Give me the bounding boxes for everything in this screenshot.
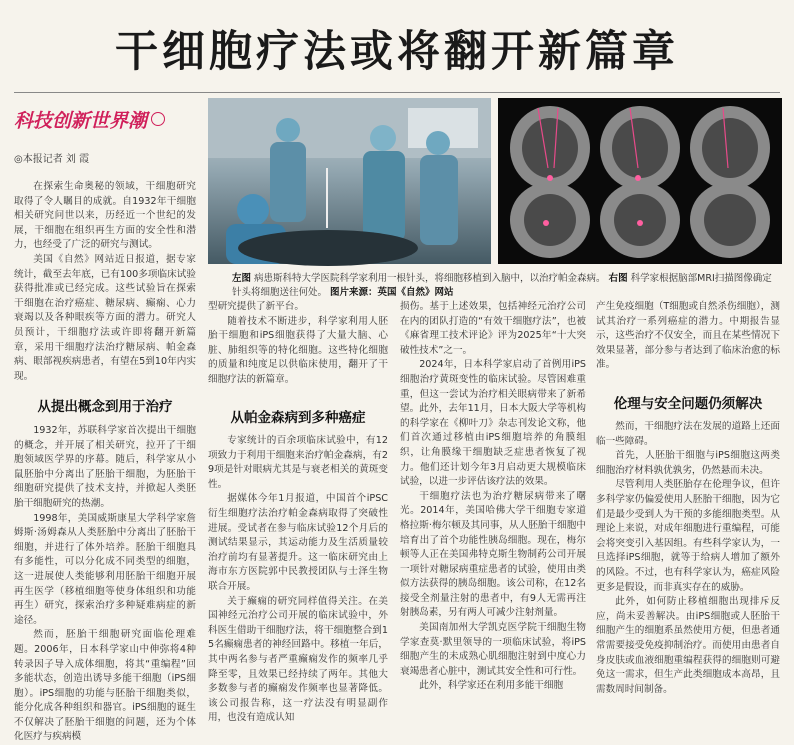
column-label <box>14 102 194 136</box>
subhead-diseases: 从帕金森病到多种癌症 <box>230 410 366 426</box>
caption-left-text: 病患斯科特大学医院科学家利用一根针头，将细胞移植到入脑中，以治疗帕金森病。 <box>254 273 606 284</box>
paragraph: 2024年，日本科学家启动了首例用iPS细胞治疗黄斑变性的临床试验。尽管困难重重，但这一尝试为治疗相关眼病带来了新希望。此外，去年11月，日本大阪大学等机构的科学家在《柳叶刀》杂志刊发论文称，他们首次通过移植由iPS细胞培养的角膜组织，让角膜缘干细胞缺乏症患者恢复了视力。他们还计划今年3月启动更大规模临床试验，以进一步评估该疗法的效果。 <box>400 359 586 488</box>
column-3 <box>400 300 586 742</box>
paragraph: 此外，如何防止移植细胞出现排斥反应，尚未妥善解决。由iPS细胞或人胚胎干细胞产生的细胞系虽然使用方便，但患者通常需要接受免疫抑制治疗。而使用由患者自身皮肤或血液细胞重编程获得的细胞则可避免这一需求，但生产此类细胞成本高昂，且需数周时间制备。 <box>596 596 780 695</box>
surgery-photo <box>208 98 491 264</box>
caption-left-tag: 左图 <box>232 273 252 284</box>
caption-right-tag: 右图 <box>608 273 628 284</box>
paragraph: 首先，人胚胎干细胞与iPS细胞这两类细胞治疗材料孰优孰劣，仍然悬而未决。 <box>596 450 780 476</box>
caption-source: 图片来源：英国《自然》网站 <box>330 287 454 298</box>
paragraph: 美国南加州大学凯克医学院干细胞生物学家查莫·默里领导的一项临床试验，将iPS细胞产生的未成熟心肌细胞注射到中度心力衰竭患者心脏中，测试其安全性和可行性。 <box>400 622 586 677</box>
caption-right-text: 科学家根据脑部MRI扫描图像确定针头将细胞送往何处。 <box>232 273 772 298</box>
paragraph: 1932年，苏联科学家首次提出干细胞的概念，并开展了相关研究，拉开了干细胞领域医学界的序幕。随后，科学家从小鼠胚胎中分离出了胚胎干细胞，为胚胎干细胞研究提供了技术支持，并掀起人类胚胎干细胞研究的热潮。 <box>14 425 196 509</box>
headline-text: 干细胞疗法或将翻开新篇章 <box>115 26 679 77</box>
column-2a <box>208 300 388 396</box>
column-4a <box>596 300 780 376</box>
surgery-photo-illustration <box>208 98 491 264</box>
mri-photo <box>498 98 782 264</box>
paragraph: 专家统计的百余项临床试验中，有12项致力于利用干细胞来治疗帕金森病，有29项是针对眼病尤其是与衰老相关的黄斑变性。 <box>208 435 388 490</box>
column-1b <box>14 424 196 742</box>
column-4b <box>596 420 780 742</box>
byline: ◎本报记者 刘 霞 <box>14 154 90 165</box>
column-1a <box>14 180 196 382</box>
top-rule <box>14 92 780 93</box>
paragraph: 干细胞疗法也为治疗糖尿病带来了曙光。2014年，美国哈佛大学干细胞专家道格拉斯·梅尔顿及其同事，从人胚胎干细胞中培育出了首个功能性胰岛细胞。现在，梅尔顿等人正在美国弗特克斯生物制药公司开展一项针对糖尿病重症患者的试验，使用由类似方法获得的胰岛细胞。该公司称，在12名接受全剂量注射的患者中，有9人无需再注射胰岛素，另有两人可减少注射剂量。 <box>400 490 586 619</box>
subhead-ethics: 伦理与安全问题仍须解决 <box>613 396 763 412</box>
paragraph: 然而，干细胞疗法在发展的道路上还面临一些障碍。 <box>596 421 780 447</box>
mri-photo-illustration <box>498 98 782 264</box>
column-label-text: 科技创新世界潮 <box>14 109 148 132</box>
paragraph: 产生免疫细胞（T细胞或自然杀伤细胞），测试其治疗一系列癌症的潜力。中期报告显示，这些治疗不仅安全，而且在某些情况下效果显著，部分参与者达到了临床治愈的标准。 <box>596 301 780 371</box>
paragraph: 型研究提供了新平台。 <box>208 301 304 312</box>
paragraph: 美国《自然》网站近日报道，据专家统计，截至去年底，已有100多项临床试验获得批准或已经完成。这些试验旨在探索干细胞在治疗癌症、糖尿病、癫痫、心力衰竭以及各种眼疾等方面的潜力。研究人员预计，干细胞疗法或许即将翻开新篇章，采用干细胞疗法治疗糖尿病、帕金森病、眼部视疾病患者，有望在5到10年内实现。 <box>14 253 196 382</box>
photo-caption <box>232 272 780 300</box>
headline <box>0 8 794 88</box>
paragraph: 随着技术不断进步，科学家利用人胚胎干细胞和iPS细胞获得了大量大脑、心脏、肺组织等的特化细胞。这些特化细胞的质量和纯度足以供临床使用，翻开了干细胞疗法的新篇章。 <box>208 315 388 385</box>
subhead-origin: 从提出概念到用于治疗 <box>37 399 173 415</box>
paragraph: 据媒体今年1月报道，中国首个iPSC衍生细胞疗法治疗帕金森病取得了突破性进展。受试者在参与临床试验12个月后的测试结果显示，其运动能力及生活质量较治疗前均有显著提升。这一临床研究由上海市东方医院郭中民教授团队与士泽生物联合开展。 <box>208 493 388 592</box>
paragraph: 然而，胚胎干细胞研究面临伦理难题。2006年，日本科学家山中伸弥将4种转录因子导入成体细胞，将其“重编程”回多能状态，创造出诱导多能干细胞（iPS细胞）。iPS细胞的功能与胚胎干细胞类似，能分化成各种组织和器官。iPS细胞的诞生不仅解决了胚胎干细胞的问题，还为个体化医疗与疾病模 <box>14 629 196 743</box>
paragraph: 关于癫痫的研究同样值得关注。在美国神经元治疗公司开展的临床试验中，外科医生借助干细胞疗法，将干细胞整合到15名癫痫患者的神经回路中。移植一年后，其中两名参与者严重癫痫发作的频率几乎降至零，且效果已经持续了两年。其他大多数参与者的癫痫发作频率也显著降低。该公司报告称，这一疗法没有明显副作用，也没有造成认知 <box>208 595 388 724</box>
paragraph: 在探索生命奥秘的领域，干细胞研究取得了令人瞩目的成就。自1932年干细胞相关研究问世以来，历经近一个世纪的发展，干细胞在组织再生方面的安全性和潜力，也经受了广泛的研究与测试。 <box>14 181 196 251</box>
paragraph: 损伤。基于上述效果，包括神经元治疗公司在内的团队打造的“有效干细胞疗法”，也被《麻省理工技术评论》评为2025年“十大突破性技术”之一。 <box>400 301 586 356</box>
paragraph: 此外，科学家还在利用多能干细胞 <box>419 680 564 692</box>
paragraph: 尽管利用人类胚胎存在伦理争议，但许多科学家仍偏爱使用人胚胎干细胞，因为它们是最少受到人为干预的多能细胞类型。从理论上来说，对成年细胞进行重编程，可能会将突变引入基因组。有些科学家认为，一旦选择iPS细胞，就等于给病人增加了额外的风险。不过，也有科学家认为，癌症风险更多是假设，而非真实存在的威胁。 <box>596 479 780 593</box>
column-2b <box>208 434 388 742</box>
paragraph: 1998年，美国威斯康星大学科学家詹姆斯·汤姆森从人类胚胎中分离出了胚胎干细胞，并进行了体外培养。胚胎干细胞具有多能性，可以分化成不同类型的细胞，这一进展使人类能够利用胚胎干细胞开展再生医学（移植细胞等使身体组织和功能再生）研究，探索治疗多种疑难病症的新途径。 <box>14 512 196 626</box>
column-badge-icon <box>151 112 165 126</box>
